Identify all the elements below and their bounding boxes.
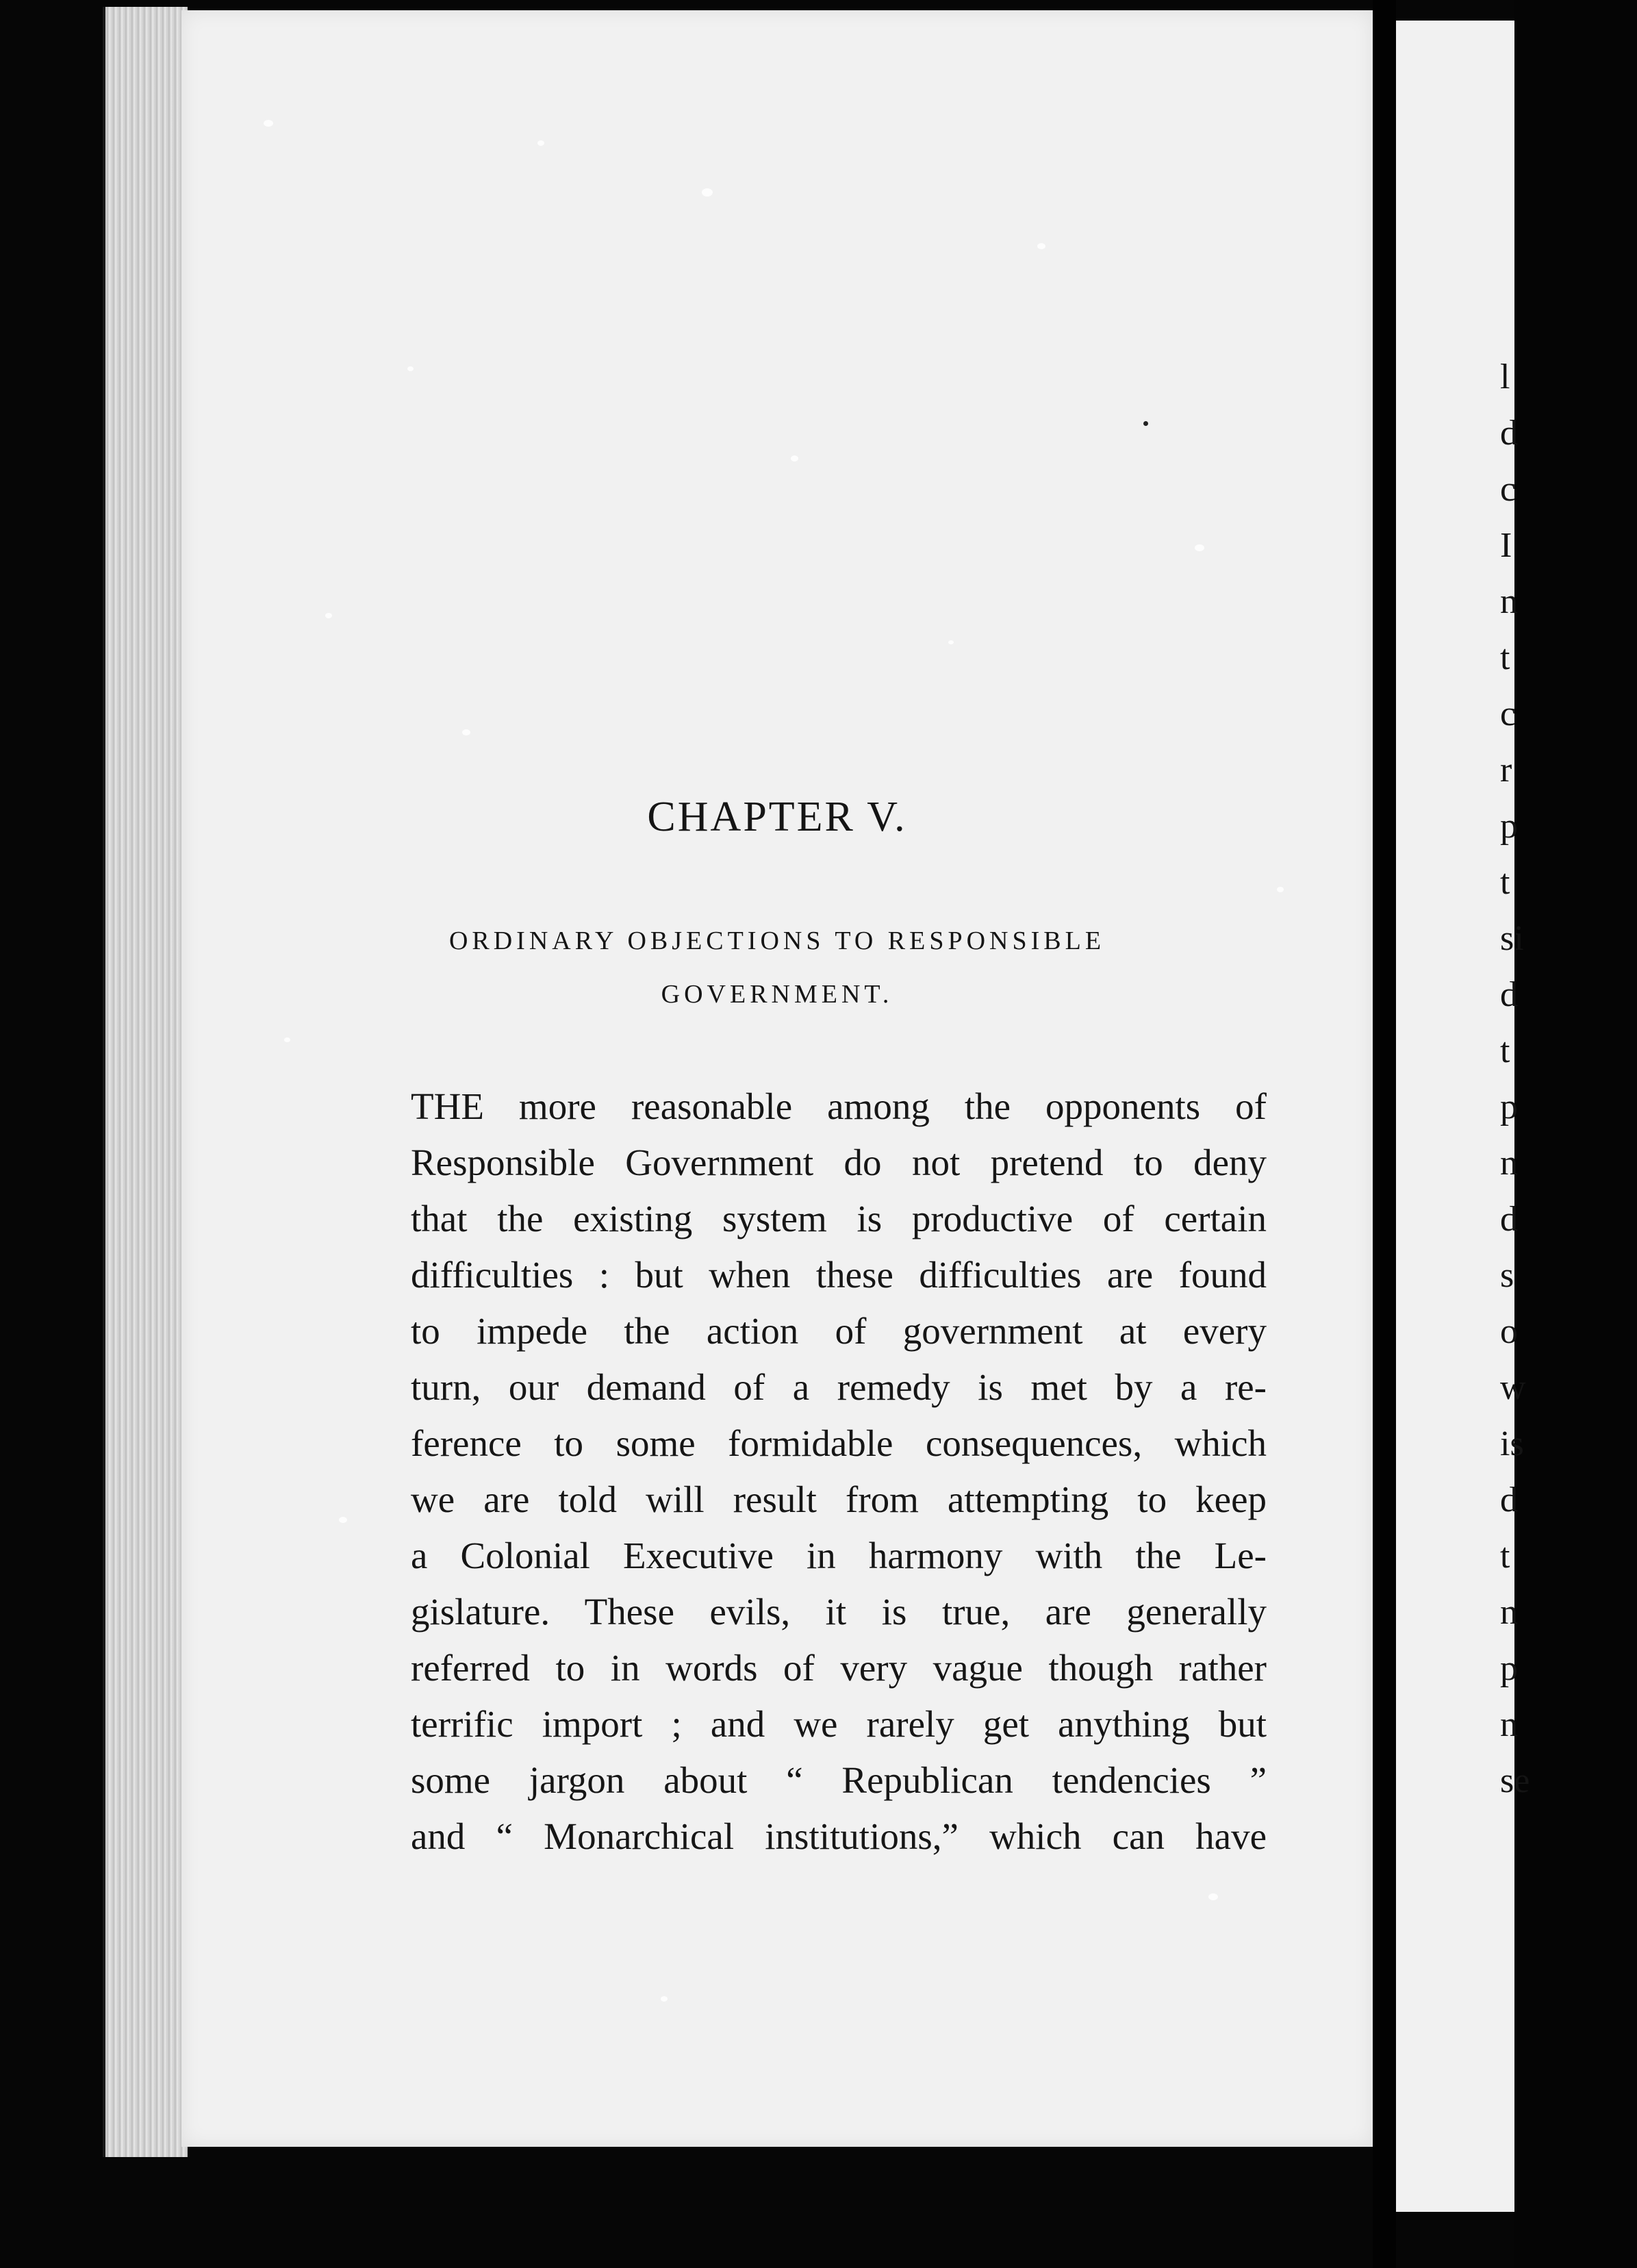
facing-fragment: t [1500,1537,1510,1576]
facing-fragment: r [1500,751,1512,790]
text-line: THE more reasonable among the opponents of [411,1085,1267,1127]
facing-fragment: d [1500,975,1518,1014]
text-line: referred to in words of very vague though rather [411,1647,1267,1689]
facing-fragment: d [1500,1200,1518,1239]
facing-fragment: c [1500,694,1517,733]
facing-fragment: c [1500,470,1517,509]
facing-fragment: d [1500,414,1518,453]
facing-fragment: o [1500,1312,1518,1351]
facing-fragment: w [1500,1368,1526,1407]
text-line: that the existing system is productive of certain [411,1198,1267,1239]
facing-fragment: s [1500,1256,1514,1295]
text-line: Responsible Government do not pretend to deny [411,1142,1267,1183]
text-line: and “ Monarchical institutions,” which can have [411,1815,1267,1857]
facing-fragment: t [1500,863,1510,902]
facing-fragment: t [1500,1031,1510,1070]
facing-fragment: p [1500,1087,1518,1126]
body-paragraph [411,1079,1267,1865]
text-line: gislature. These evils, it is true, are generally [411,1591,1267,1633]
facing-fragment: p [1500,807,1518,846]
chapter-heading: CHAPTER V. [647,794,907,840]
text-line: some jargon about “ Republican tendencies ” [411,1759,1267,1801]
facing-fragment: n [1500,1593,1518,1632]
text-line: difficulties : but when these difficulties are found [411,1254,1267,1296]
text-line: to impede the action of government at every [411,1310,1267,1352]
chapter-subtitle-line-1: ORDINARY OBJECTIONS TO RESPONSIBLE [448,927,1106,955]
facing-fragment: p [1500,1649,1518,1688]
chapter-subtitle-line-2: GOVERNMENT. [661,980,893,1009]
facing-fragment: si [1500,919,1524,958]
book-gutter [1373,0,1396,2268]
facing-fragment: n [1500,1144,1518,1183]
facing-fragment: d [1500,1480,1518,1520]
facing-fragment: is [1500,1424,1524,1463]
facing-fragment: n [1500,1705,1518,1744]
facing-page-fragment [1396,21,1530,2212]
text-line: ference to some formidable consequences, which [411,1422,1267,1464]
facing-fragment: t [1500,638,1510,677]
facing-fragment: se [1500,1761,1530,1800]
page-edge-strip [103,7,188,2157]
facing-fragment: n [1500,582,1518,621]
text-line: a Colonial Executive in harmony with the Le- [411,1535,1267,1576]
text-line: terrific import ; and we rarely get anything but [411,1703,1267,1745]
text-line: we are told will result from attempting to keep [411,1478,1267,1520]
facing-fragment: I [1500,526,1512,565]
facing-fragment: l [1500,357,1510,396]
text-line: turn, our demand of a remedy is met by a re- [411,1366,1267,1408]
